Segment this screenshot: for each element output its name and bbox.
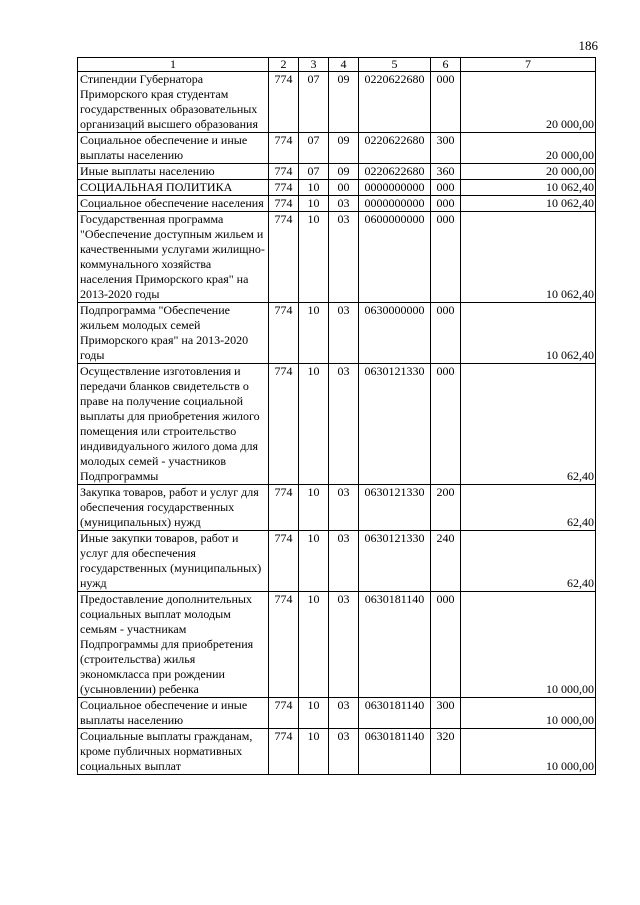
section-code: 10 (299, 485, 329, 531)
amount: 20 000,00 (461, 72, 596, 133)
section-code: 07 (299, 133, 329, 164)
subsection-code: 03 (329, 364, 359, 485)
row-name: Стипендии Губернатора Приморского края студентам государственных образовательных организаций высшего образования (78, 72, 269, 133)
expense-type-code: 000 (431, 180, 461, 196)
ministry-code: 774 (269, 698, 299, 729)
row-name: Иные закупки товаров, работ и услуг для обеспечения государственных (муниципальных) нужд (78, 531, 269, 592)
table-row (78, 698, 596, 729)
subsection-code: 03 (329, 531, 359, 592)
column-header: 4 (329, 58, 359, 72)
target-article-code: 0630181140 (359, 592, 431, 698)
target-article-code: 0220622680 (359, 164, 431, 180)
row-name: Осуществление изготовления и передачи бланков свидетельств о праве на получение социальной выплаты для приобретения жилого помещения или строительство индивидуального жилого дома для молодых семей - участников Подпрограммы (78, 364, 269, 485)
subsection-code: 03 (329, 303, 359, 364)
expense-type-code: 000 (431, 196, 461, 212)
target-article-code: 0000000000 (359, 180, 431, 196)
expense-type-code: 000 (431, 364, 461, 485)
ministry-code: 774 (269, 180, 299, 196)
ministry-code: 774 (269, 592, 299, 698)
expense-type-code: 360 (431, 164, 461, 180)
subsection-code: 03 (329, 592, 359, 698)
table-row (78, 485, 596, 531)
subsection-code: 09 (329, 164, 359, 180)
section-code: 10 (299, 180, 329, 196)
amount: 62,40 (461, 485, 596, 531)
table-row (78, 212, 596, 303)
expense-type-code: 320 (431, 729, 461, 775)
expense-type-code: 240 (431, 531, 461, 592)
amount: 62,40 (461, 364, 596, 485)
amount: 10 000,00 (461, 698, 596, 729)
row-name: Государственная программа "Обеспечение доступным жильем и качественными услугами жилищно-коммунального хозяйства населения Приморского края" на 2013-2020 годы (78, 212, 269, 303)
amount: 10 000,00 (461, 729, 596, 775)
amount: 20 000,00 (461, 133, 596, 164)
expense-type-code: 000 (431, 303, 461, 364)
target-article-code: 0630181140 (359, 729, 431, 775)
section-code: 10 (299, 592, 329, 698)
section-code: 10 (299, 196, 329, 212)
page-number: 186 (578, 38, 598, 53)
row-name: Социальные выплаты гражданам, кроме публичных нормативных социальных выплат (78, 729, 269, 775)
amount: 10 062,40 (461, 196, 596, 212)
table-row (78, 164, 596, 180)
expense-type-code: 000 (431, 592, 461, 698)
target-article-code: 0630121330 (359, 364, 431, 485)
column-header: 5 (359, 58, 431, 72)
column-header: 3 (299, 58, 329, 72)
ministry-code: 774 (269, 196, 299, 212)
table-row (78, 133, 596, 164)
expense-type-code: 300 (431, 698, 461, 729)
section-code: 10 (299, 212, 329, 303)
row-name: Иные выплаты населению (78, 164, 269, 180)
subsection-code: 03 (329, 196, 359, 212)
subsection-code: 00 (329, 180, 359, 196)
section-code: 07 (299, 72, 329, 133)
subsection-code: 03 (329, 212, 359, 303)
amount: 20 000,00 (461, 164, 596, 180)
table-body (78, 72, 596, 775)
expense-type-code: 000 (431, 212, 461, 303)
table-row (78, 180, 596, 196)
row-name: Подпрограмма "Обеспечение жильем молодых семей Приморского края" на 2013-2020 годы (78, 303, 269, 364)
target-article-code: 0600000000 (359, 212, 431, 303)
subsection-code: 03 (329, 485, 359, 531)
target-article-code: 0630121330 (359, 531, 431, 592)
table-row (78, 729, 596, 775)
column-header: 7 (461, 58, 596, 72)
subsection-code: 09 (329, 72, 359, 133)
row-name: Социальное обеспечение населения (78, 196, 269, 212)
ministry-code: 774 (269, 212, 299, 303)
subsection-code: 03 (329, 698, 359, 729)
section-code: 10 (299, 303, 329, 364)
expense-type-code: 200 (431, 485, 461, 531)
subsection-code: 03 (329, 729, 359, 775)
ministry-code: 774 (269, 531, 299, 592)
column-header: 2 (269, 58, 299, 72)
row-name: Закупка товаров, работ и услуг для обеспечения государственных (муниципальных) нужд (78, 485, 269, 531)
row-name: Предоставление дополнительных социальных выплат молодым семьям - участникам Подпрограммы для приобретения (строительства) жилья экономкласса при рождении (усыновлении) ребенка (78, 592, 269, 698)
table-row (78, 531, 596, 592)
target-article-code: 0630000000 (359, 303, 431, 364)
ministry-code: 774 (269, 303, 299, 364)
table-row (78, 592, 596, 698)
ministry-code: 774 (269, 364, 299, 485)
section-code: 10 (299, 698, 329, 729)
amount: 10 062,40 (461, 303, 596, 364)
ministry-code: 774 (269, 485, 299, 531)
table-row (78, 72, 596, 133)
amount: 10 062,40 (461, 180, 596, 196)
target-article-code: 0000000000 (359, 196, 431, 212)
column-header: 1 (78, 58, 269, 72)
row-name: Социальное обеспечение и иные выплаты населению (78, 698, 269, 729)
section-code: 10 (299, 531, 329, 592)
table-row (78, 364, 596, 485)
ministry-code: 774 (269, 729, 299, 775)
subsection-code: 09 (329, 133, 359, 164)
amount: 10 062,40 (461, 212, 596, 303)
row-name: СОЦИАЛЬНАЯ ПОЛИТИКА (78, 180, 269, 196)
ministry-code: 774 (269, 133, 299, 164)
budget-table (77, 57, 596, 775)
target-article-code: 0220622680 (359, 72, 431, 133)
table-row (78, 303, 596, 364)
amount: 62,40 (461, 531, 596, 592)
column-header: 6 (431, 58, 461, 72)
ministry-code: 774 (269, 72, 299, 133)
target-article-code: 0630121330 (359, 485, 431, 531)
ministry-code: 774 (269, 164, 299, 180)
section-code: 10 (299, 729, 329, 775)
amount: 10 000,00 (461, 592, 596, 698)
target-article-code: 0220622680 (359, 133, 431, 164)
expense-type-code: 000 (431, 72, 461, 133)
expense-type-code: 300 (431, 133, 461, 164)
target-article-code: 0630181140 (359, 698, 431, 729)
section-code: 10 (299, 364, 329, 485)
section-code: 07 (299, 164, 329, 180)
header-row (78, 58, 596, 72)
table-row (78, 196, 596, 212)
row-name: Социальное обеспечение и иные выплаты населению (78, 133, 269, 164)
